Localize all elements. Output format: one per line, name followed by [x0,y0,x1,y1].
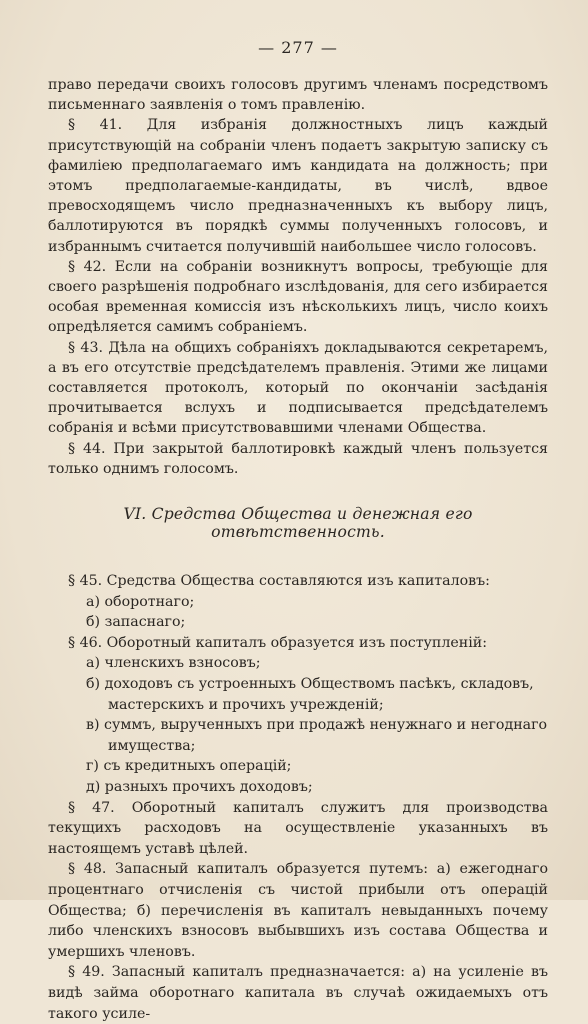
paragraph-s46: § 46. Оборотный капиталъ образуется изъ поступленій: [68,634,487,651]
list-item: б) доходовъ съ устроенныхъ Обществомъ пасѣкъ, складовъ, мастерскихъ и прочихъ учрежденій; [86,676,534,713]
chapter-heading: VI. Средства Общества и денежная его отвѣтственность. [123,505,473,542]
list-item: в) суммъ, вырученныхъ при продажѣ ненужнаго и негоднаго имущества; [86,717,548,754]
body-text-top [48,75,548,479]
paragraph-s47: § 47. Оборотный капиталъ служитъ для производства текущихъ расходовъ на осуществленіе указанныхъ въ настоящемъ уставѣ цѣлей. [48,799,548,857]
body-text-bottom [48,571,548,1024]
list-item: б) запаснаго; [86,614,186,631]
list-s46 [48,653,548,797]
list-item: д) разныхъ прочихъ доходовъ; [86,779,313,795]
list-item: а) членскихъ взносовъ; [86,655,261,672]
paragraph-s49: § 49. Запасный капиталъ предназначается: а) на усиленіе въ видѣ займа оборотнаго капитала въ случаѣ ожидаемыхъ отъ такого усиле- [48,964,548,1022]
paragraph-s48: § 48. Запасный капиталъ образуется путемъ: а) ежегоднаго процентнаго отчисленія съ чистой прибыли отъ операцій Общества; б) перечисленія въ капиталъ невыданныхъ почему либо членскихъ взносовъ выбывшихъ изъ состава Общества и умершихъ членовъ. [48,861,548,960]
paragraph-s41: § 41. Для избранія должностныхъ лицъ каждый присутствующій на собраніи членъ подаетъ закрытую записку съ фамиліею предполагаемаго имъ кандидата на должность; при этомъ предполагаемые-кандидаты, въ числѣ, вдвое превосходящемъ число предназначенныхъ къ выбору лицъ, баллотируются въ порядкѣ суммы полученныхъ голосовъ, и избраннымъ считается получившій наибольшее число голосовъ. [48,117,548,255]
list-item: а) оборотнаго; [86,593,195,610]
paragraph-continuation: право передачи своихъ голосовъ другимъ членамъ посредствомъ письменнаго заявленія о томъ правленію. [48,77,548,114]
list-item: г) съ кредитныхъ операцій; [86,758,292,775]
paragraph-s44: § 44. При закрытой баллотировкѣ каждый членъ пользуется только однимъ голосомъ. [48,440,548,477]
list-s45 [48,592,548,633]
paragraph-s42: § 42. Если на собраніи возникнутъ вопросы, требующіе для своего разрѣшенія подробнаго изслѣдованія, для сего избирается особая временная комиссія изъ нѣсколькихъ лицъ, число коихъ опредѣляется самимъ собраніемъ. [48,258,548,336]
paragraph-s45: § 45. Средства Общества составляются изъ капиталовъ: [68,573,490,590]
page-number: — 277 — [258,38,338,57]
paragraph-s43: § 43. Дѣла на общихъ собраніяхъ докладываются секретаремъ, а въ его отсутствіе предсѣдателемъ правленія. Этими же лицами составляется протоколъ, который по окончаніи засѣданія прочитывается вслухъ и подписывается предсѣдателемъ собранія и всѣми присутствовавшими членами Общества. [48,339,548,437]
